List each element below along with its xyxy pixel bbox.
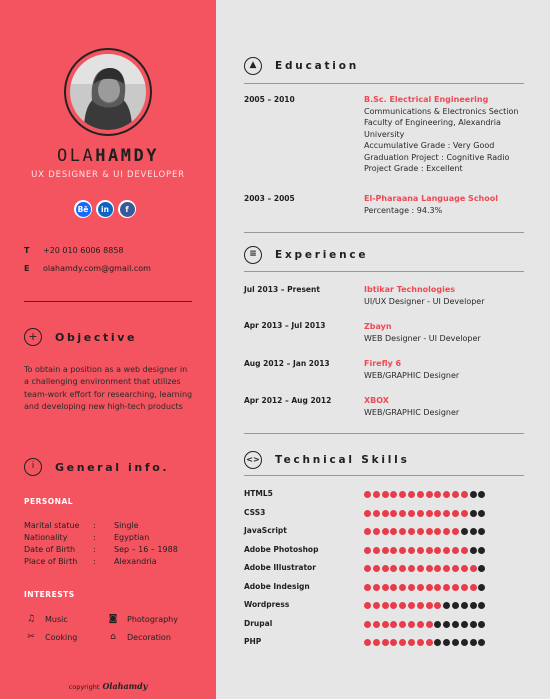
rating-dot-filled [426,584,433,591]
rating-dot-filled [373,621,380,628]
rating-dot-filled [399,602,406,609]
education-line: Accumulative Grade : Very Good [364,141,495,150]
rating-dot-filled [434,565,441,572]
rating-dot-filled [382,565,389,572]
interest-item [106,614,178,624]
experience-date: Apr 2012 – Aug 2012 [244,396,332,405]
rating-dot-filled [426,510,433,517]
interest-item [106,632,171,642]
rating-dot-filled [382,639,389,646]
skill-rating [364,547,485,554]
rating-dot-filled [417,510,424,517]
personal-value: Alexandria [114,557,157,566]
rating-dot-filled [408,565,415,572]
divider [24,301,192,302]
rating-dot-filled [417,639,424,646]
rating-dot-filled [399,528,406,535]
rating-dot-empty [443,602,450,609]
contact-phone [24,246,124,255]
copyright [0,681,216,691]
education-entry [364,193,536,216]
rating-dot-filled [390,547,397,554]
interest-label: Music [45,614,68,624]
signature: Olahamdy [102,681,148,691]
rating-dot-filled [452,510,459,517]
rating-dot-empty [452,639,459,646]
education-entry [364,94,536,175]
rating-dot-empty [470,528,477,535]
skill-rating [364,639,485,646]
rating-dot-filled [390,639,397,646]
rating-dot-filled [382,491,389,498]
rating-dot-filled [399,510,406,517]
skills-title: Technical Skills [275,454,410,466]
education-date: 2003 – 2005 [244,194,295,203]
plus-icon: + [24,328,42,346]
rating-dot-filled [399,547,406,554]
rating-dot-empty [478,491,485,498]
personal-value: Single [114,521,139,530]
linkedin-glyph: in [98,202,113,217]
experience-role: WEB/GRAPHIC Designer [364,407,460,417]
skill-name: CSS3 [244,507,266,517]
rating-dot-filled [443,528,450,535]
job-title: UX DESIGNER & UI DEVELOPER [31,170,185,180]
interest-label: Cooking [45,632,78,642]
personal-value: Egyptian [114,533,150,542]
behance-glyph: Bē [76,202,91,217]
general-info-title: General info. [55,460,170,474]
rating-dot-empty [478,621,485,628]
rating-dot-filled [399,565,406,572]
rating-dot-filled [408,491,415,498]
rating-dot-filled [426,602,433,609]
skill-rating [364,621,485,628]
rating-dot-filled [373,491,380,498]
interest-item [24,632,77,642]
personal-label-text: Date of Birth [24,545,76,554]
rating-dot-filled [443,547,450,554]
rating-dot-empty [478,528,485,535]
experience-company: Ibtikar Technologies [364,285,456,294]
facebook-glyph: f [120,202,135,217]
skill-rating [364,602,485,609]
rating-dot-empty [470,639,477,646]
rating-dot-filled [470,584,477,591]
rating-dot-filled [452,565,459,572]
rating-dot-filled [390,510,397,517]
education-line: Percentage : 94.3% [364,205,443,215]
skills-heading [244,451,410,469]
skill-name: Wordpress [244,600,290,609]
rating-dot-empty [461,639,468,646]
rating-dot-filled [390,584,397,591]
general-info-heading [24,458,169,476]
rating-dot-empty [478,602,485,609]
rating-dot-filled [408,510,415,517]
skill-name: Drupal [244,618,273,628]
full-name [0,146,216,166]
rating-dot-filled [382,547,389,554]
rating-dot-filled [417,602,424,609]
skill-rating [364,528,485,535]
rating-dot-empty [478,547,485,554]
rating-dot-filled [399,621,406,628]
email-key: E [24,264,30,273]
profile-photo [70,54,146,130]
rating-dot-filled [382,510,389,517]
rating-dot-filled [434,602,441,609]
experience-date: Apr 2013 – Jul 2013 [244,321,326,330]
education-date: 2005 – 2010 [244,95,295,104]
rating-dot-filled [373,510,380,517]
personal-label: PERSONAL [24,497,74,506]
code-icon: <> [244,451,262,469]
first-name: OLA [57,146,96,166]
personal-value: Sep – 16 – 1988 [114,545,178,554]
rating-dot-filled [452,528,459,535]
rating-dot-empty [461,602,468,609]
rating-dot-filled [390,491,397,498]
education-school: El-Pharaana Language School [364,194,498,203]
rating-dot-empty [470,621,477,628]
rating-dot-empty [478,639,485,646]
experience-entry [364,284,536,307]
rating-dot-filled [434,528,441,535]
objective-title: Objective [55,330,138,344]
rating-dot-filled [426,639,433,646]
education-line: Faculty of Engineering, Alexandria University [364,118,501,139]
list-icon: ≡ [244,246,262,264]
rating-dot-filled [364,602,371,609]
rating-dot-filled [443,584,450,591]
social-links [74,200,136,218]
rating-dot-filled [417,621,424,628]
personal-sep: : [93,557,96,566]
rating-dot-empty [470,602,477,609]
rating-dot-filled [417,491,424,498]
personal-label-text: Marital statue [24,521,80,530]
education-line: Graduation Project : Cognitive Radio [364,152,510,162]
rating-dot-filled [364,547,371,554]
rating-dot-filled [408,602,415,609]
phone-key: T [24,246,30,255]
rating-dot-empty [478,584,485,591]
skill-name: HTML5 [244,489,273,498]
experience-date: Jul 2013 – Present [244,285,320,294]
objective-heading [24,328,137,346]
rating-dot-filled [417,528,424,535]
interests-label: INTERESTS [24,590,75,599]
personal-sep: : [93,545,96,554]
divider [244,83,524,84]
interest-item [24,614,68,624]
personal-label-text: Nationality [24,533,68,542]
rating-dot-filled [461,510,468,517]
interest-label: Decoration [127,632,171,642]
objective-text: To obtain a position as a web designer in a challenging environment that utilizes team-work effort for researching, learning and developing new high-tech products [24,365,193,412]
divider [244,475,524,476]
education-degree: B.Sc. Electrical Engineering [364,95,489,104]
rating-dot-filled [373,528,380,535]
rating-dot-filled [382,602,389,609]
rating-dot-filled [364,510,371,517]
cooking-icon: ✂ [27,632,35,642]
rating-dot-filled [408,584,415,591]
experience-entry [364,395,536,418]
divider [244,271,524,272]
rating-dot-empty [461,621,468,628]
rating-dot-filled [373,602,380,609]
linkedin-icon[interactable] [96,200,114,218]
rating-dot-filled [373,547,380,554]
rating-dot-filled [364,528,371,535]
experience-entry [364,358,536,381]
rating-dot-filled [417,547,424,554]
music-icon: ♫ [26,614,36,624]
rating-dot-filled [461,491,468,498]
rating-dot-filled [434,510,441,517]
education-line: Project Grade : Excellent [364,164,463,173]
rating-dot-filled [408,639,415,646]
divider [244,232,524,233]
avatar [64,48,152,136]
rating-dot-filled [434,584,441,591]
experience-company: XBOX [364,396,389,405]
rating-dot-filled [452,491,459,498]
camera-icon: ◙ [108,614,118,624]
skill-rating [364,491,485,498]
skill-name: Adobe Illustrator [244,563,316,572]
skill-name: Adobe Indesign [244,581,310,591]
rating-dot-filled [417,584,424,591]
rating-dot-filled [399,584,406,591]
rating-dot-empty [434,639,441,646]
rating-dot-filled [408,528,415,535]
contact-email [24,264,151,273]
experience-company: Firefly 6 [364,359,402,368]
last-name: HAMDY [95,146,159,166]
rating-dot-filled [461,565,468,572]
education-line: Communications & Electronics Section [364,106,519,116]
skill-name: PHP [244,637,262,646]
rating-dot-filled [452,584,459,591]
rating-dot-empty [434,621,441,628]
skill-rating [364,510,485,517]
email-address[interactable]: olahamdy.com@gmail.com [43,264,151,273]
rating-dot-filled [426,565,433,572]
graduation-cap-icon: ▲ [244,57,262,75]
education-title: Education [275,60,359,72]
rating-dot-filled [364,584,371,591]
rating-dot-empty [461,528,468,535]
rating-dot-empty [443,639,450,646]
rating-dot-filled [390,621,397,628]
copyright-text: copyright [68,683,100,691]
rating-dot-filled [382,528,389,535]
facebook-icon[interactable] [118,200,136,218]
rating-dot-filled [390,602,397,609]
skill-rating [364,565,485,572]
rating-dot-filled [426,491,433,498]
personal-sep: : [93,533,96,542]
rating-dot-empty [470,547,477,554]
experience-title: Experience [275,249,369,261]
rating-dot-filled [470,565,477,572]
rating-dot-filled [373,584,380,591]
rating-dot-filled [364,491,371,498]
rating-dot-filled [364,621,371,628]
rating-dot-filled [373,565,380,572]
interest-label: Photography [127,614,178,624]
rating-dot-filled [443,510,450,517]
rating-dot-filled [382,584,389,591]
experience-company: Zbayn [364,322,392,331]
rating-dot-filled [426,528,433,535]
experience-date: Aug 2012 – Jan 2013 [244,359,330,368]
rating-dot-filled [426,547,433,554]
rating-dot-filled [461,584,468,591]
rating-dot-filled [461,547,468,554]
rating-dot-empty [470,491,477,498]
rating-dot-filled [373,639,380,646]
personal-sep: : [93,521,96,530]
phone-number[interactable]: +20 010 6006 8858 [43,246,124,255]
behance-icon[interactable] [74,200,92,218]
divider [244,433,524,434]
rating-dot-filled [364,565,371,572]
rating-dot-filled [399,491,406,498]
rating-dot-empty [452,602,459,609]
rating-dot-filled [434,547,441,554]
experience-role: WEB Designer - UI Developer [364,333,481,343]
rating-dot-empty [470,510,477,517]
skill-name: Adobe Photoshop [244,544,319,554]
experience-heading [244,246,368,264]
home-icon: ⌂ [110,632,116,642]
experience-role: WEB/GRAPHIC Designer [364,370,460,380]
rating-dot-filled [417,565,424,572]
experience-role: UI/UX Designer - UI Developer [364,296,485,306]
rating-dot-empty [452,621,459,628]
rating-dot-filled [390,565,397,572]
education-heading [244,57,359,75]
personal-label-text: Place of Birth [24,557,78,566]
rating-dot-filled [390,528,397,535]
rating-dot-empty [443,621,450,628]
rating-dot-filled [382,621,389,628]
rating-dot-filled [408,621,415,628]
rating-dot-empty [478,565,485,572]
skill-name: JavaScript [244,526,287,535]
rating-dot-filled [452,547,459,554]
rating-dot-filled [443,491,450,498]
rating-dot-filled [443,565,450,572]
skill-rating [364,584,485,591]
sidebar [0,0,216,699]
rating-dot-filled [426,621,433,628]
info-icon: i [24,458,42,476]
rating-dot-empty [478,510,485,517]
rating-dot-filled [399,639,406,646]
rating-dot-filled [408,547,415,554]
rating-dot-filled [434,491,441,498]
rating-dot-filled [364,639,371,646]
experience-entry [364,321,536,344]
